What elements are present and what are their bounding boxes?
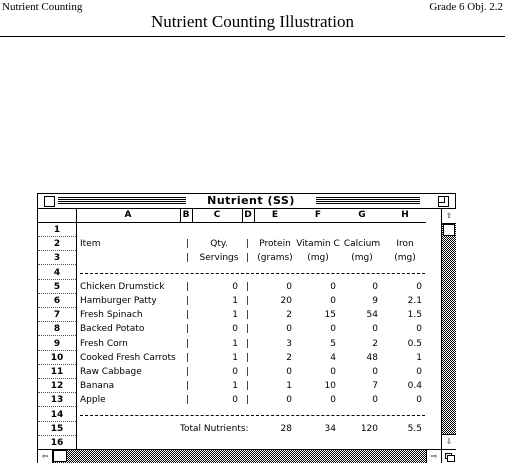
column-separator: | bbox=[186, 352, 190, 363]
dashed-separator bbox=[80, 415, 425, 416]
row-header[interactable]: 11 bbox=[50, 367, 64, 377]
item-name[interactable]: Banana bbox=[80, 381, 115, 392]
spreadsheet-grid[interactable] bbox=[38, 209, 441, 449]
item-name[interactable]: Fresh Spinach bbox=[80, 310, 143, 321]
column-separator: | bbox=[246, 324, 250, 335]
item-name[interactable]: Apple bbox=[80, 395, 106, 406]
calcium-value[interactable]: 48 bbox=[366, 352, 378, 363]
column-separator: | bbox=[246, 395, 250, 406]
row-header[interactable]: 9 bbox=[53, 338, 61, 349]
column-separator: | bbox=[246, 281, 250, 292]
row-header[interactable]: 3 bbox=[53, 253, 61, 264]
row-header[interactable]: 14 bbox=[50, 409, 64, 420]
total-vitamin-c[interactable]: 34 bbox=[324, 423, 336, 434]
item-name[interactable]: Chicken Drumstick bbox=[80, 281, 165, 292]
document-title: Nutrient Counting Illustration bbox=[150, 12, 355, 31]
iron-value[interactable]: 0 bbox=[416, 324, 422, 335]
column-separator: | bbox=[246, 338, 250, 349]
column-separator: | bbox=[246, 381, 250, 392]
protein-value[interactable]: 2 bbox=[286, 352, 292, 363]
protein-value[interactable]: 20 bbox=[280, 296, 292, 306]
protein-value[interactable]: 0 bbox=[286, 324, 292, 335]
column-separator: | bbox=[186, 239, 190, 250]
column-separator: | bbox=[246, 367, 250, 377]
row-header[interactable]: 8 bbox=[53, 324, 61, 335]
iron-value[interactable]: 0 bbox=[416, 367, 422, 377]
document-header-left: Nutrient Counting bbox=[2, 1, 83, 13]
vitamin-c-value[interactable]: 4 bbox=[330, 352, 336, 363]
header-iron-unit: (mg) bbox=[394, 253, 416, 264]
vitamin-c-value[interactable]: 5 bbox=[330, 338, 336, 349]
row-header[interactable]: 5 bbox=[53, 281, 61, 292]
total-iron[interactable]: 5.5 bbox=[407, 423, 422, 434]
spreadsheet-window bbox=[37, 193, 456, 463]
column-separator: | bbox=[246, 253, 250, 264]
calcium-value[interactable]: 0 bbox=[372, 324, 378, 335]
horizontal-scrollbar[interactable] bbox=[38, 449, 441, 463]
row-header-border bbox=[76, 209, 77, 449]
titlebar-stripes-right bbox=[316, 197, 420, 205]
header-vitamin-c-unit: (mg) bbox=[307, 253, 329, 264]
column-header-e[interactable]: E bbox=[254, 209, 296, 223]
item-name[interactable]: Fresh Corn bbox=[80, 338, 128, 349]
column-header-c[interactable]: C bbox=[192, 209, 243, 223]
column-separator: | bbox=[186, 395, 190, 406]
column-separator: | bbox=[246, 352, 250, 363]
protein-value[interactable]: 0 bbox=[286, 395, 292, 406]
header-item: Item bbox=[80, 239, 101, 250]
zoom-box-icon[interactable] bbox=[438, 196, 449, 207]
calcium-value[interactable]: 7 bbox=[372, 381, 378, 392]
window-title: Nutrient (SS) bbox=[190, 194, 312, 208]
item-name[interactable]: Hamburger Patty bbox=[80, 296, 157, 306]
qty-value[interactable]: 1 bbox=[232, 381, 238, 392]
row-header[interactable]: 2 bbox=[53, 239, 61, 250]
vitamin-c-value[interactable]: 0 bbox=[330, 367, 336, 377]
protein-value[interactable]: 1 bbox=[286, 381, 292, 392]
column-separator: | bbox=[186, 324, 190, 335]
column-separator: | bbox=[186, 281, 190, 292]
total-calcium[interactable]: 120 bbox=[360, 423, 378, 434]
header-qty-unit: Servings bbox=[199, 253, 239, 264]
calcium-value[interactable]: 2 bbox=[372, 338, 378, 349]
row-header[interactable]: 12 bbox=[50, 381, 64, 392]
protein-value[interactable]: 2 bbox=[286, 310, 292, 321]
column-separator: | bbox=[246, 296, 250, 306]
iron-value[interactable]: 0 bbox=[416, 281, 422, 292]
column-header-h[interactable]: H bbox=[384, 209, 426, 223]
calcium-value[interactable]: 54 bbox=[366, 310, 378, 321]
qty-value[interactable]: 1 bbox=[232, 352, 238, 363]
corner-cell[interactable] bbox=[38, 209, 77, 223]
row-header[interactable]: 10 bbox=[50, 352, 64, 363]
calcium-value[interactable]: 0 bbox=[372, 281, 378, 292]
qty-value[interactable]: 0 bbox=[232, 367, 238, 377]
horizontal-scroll-thumb[interactable] bbox=[53, 450, 67, 462]
row-header[interactable]: 16 bbox=[50, 438, 64, 448]
iron-value[interactable]: 1.5 bbox=[407, 310, 422, 321]
vitamin-c-value[interactable]: 0 bbox=[330, 395, 336, 406]
close-box-icon[interactable] bbox=[44, 196, 55, 207]
vertical-scroll-thumb[interactable] bbox=[443, 224, 455, 236]
vitamin-c-value[interactable]: 0 bbox=[330, 296, 336, 306]
column-separator: | bbox=[186, 310, 190, 321]
row-header[interactable]: 6 bbox=[53, 296, 61, 306]
item-name[interactable]: Cooked Fresh Carrots bbox=[80, 352, 176, 363]
row-header[interactable]: 1 bbox=[53, 225, 61, 235]
item-name[interactable]: Backed Potato bbox=[80, 324, 145, 335]
calcium-value[interactable]: 0 bbox=[372, 395, 378, 406]
header-iron: Iron bbox=[396, 239, 414, 250]
column-separator: | bbox=[186, 253, 190, 264]
qty-value[interactable]: 0 bbox=[232, 281, 238, 292]
header-divider bbox=[0, 36, 505, 37]
column-header-a[interactable]: A bbox=[76, 209, 181, 223]
header-protein-unit: (grams) bbox=[257, 253, 293, 264]
protein-value[interactable]: 0 bbox=[286, 281, 292, 292]
scroll-right-arrow-icon[interactable]: ⇨ bbox=[426, 450, 441, 463]
qty-value[interactable]: 1 bbox=[232, 296, 238, 306]
item-name[interactable]: Raw Cabbage bbox=[80, 367, 142, 377]
vitamin-c-value[interactable]: 0 bbox=[330, 324, 336, 335]
protein-value[interactable]: 0 bbox=[286, 367, 292, 377]
iron-value[interactable]: 1 bbox=[416, 352, 422, 363]
titlebar-stripes-left bbox=[58, 197, 186, 205]
row-header[interactable]: 4 bbox=[53, 267, 61, 278]
qty-value[interactable]: 1 bbox=[232, 310, 238, 321]
row-header[interactable]: 7 bbox=[53, 310, 61, 321]
scroll-left-arrow-icon[interactable]: ⇦ bbox=[38, 450, 53, 463]
iron-value[interactable]: 0.4 bbox=[407, 381, 422, 392]
header-protein: Protein bbox=[259, 239, 291, 250]
qty-value[interactable]: 0 bbox=[232, 324, 238, 335]
iron-value[interactable]: 0 bbox=[416, 395, 422, 406]
column-header-d[interactable]: D bbox=[242, 209, 255, 223]
header-qty: Qty. bbox=[210, 239, 228, 250]
calcium-value[interactable]: 0 bbox=[372, 367, 378, 377]
totals-label: Total Nutrients: bbox=[180, 423, 249, 434]
vitamin-c-value[interactable]: 10 bbox=[324, 381, 336, 392]
column-separator: | bbox=[186, 367, 190, 377]
scroll-down-arrow-icon[interactable]: ⇩ bbox=[442, 434, 456, 449]
header-calcium: Calcium bbox=[343, 239, 381, 250]
calcium-value[interactable]: 9 bbox=[372, 296, 378, 306]
row-header[interactable]: 15 bbox=[50, 423, 64, 434]
column-separator: | bbox=[246, 310, 250, 321]
vitamin-c-value[interactable]: 15 bbox=[324, 310, 336, 321]
protein-value[interactable]: 3 bbox=[286, 338, 292, 349]
column-header-f[interactable]: F bbox=[296, 209, 340, 223]
column-header-g[interactable]: G bbox=[340, 209, 384, 223]
vertical-scrollbar[interactable] bbox=[441, 209, 456, 449]
column-separator: | bbox=[186, 296, 190, 306]
scroll-up-arrow-icon[interactable]: ⇧ bbox=[442, 209, 456, 224]
qty-value[interactable]: 1 bbox=[232, 338, 238, 349]
column-separator: | bbox=[246, 239, 250, 250]
window-titlebar[interactable] bbox=[38, 194, 455, 209]
header-vitamin-c: Vitamin C bbox=[296, 239, 340, 250]
total-protein[interactable]: 28 bbox=[280, 423, 292, 434]
column-header-b[interactable]: B bbox=[180, 209, 193, 223]
iron-value[interactable]: 0.5 bbox=[407, 338, 422, 349]
column-separator: | bbox=[186, 338, 190, 349]
document-header-right: Grade 6 Obj. 2.2 bbox=[429, 1, 503, 13]
column-separator: | bbox=[186, 381, 190, 392]
qty-value[interactable]: 0 bbox=[232, 395, 238, 406]
resize-box-icon[interactable] bbox=[441, 449, 456, 463]
header-calcium-unit: (mg) bbox=[351, 253, 373, 264]
dashed-separator bbox=[80, 273, 425, 274]
row-header[interactable]: 13 bbox=[50, 395, 64, 406]
iron-value[interactable]: 2.1 bbox=[407, 296, 422, 306]
vitamin-c-value[interactable]: 0 bbox=[330, 281, 336, 292]
